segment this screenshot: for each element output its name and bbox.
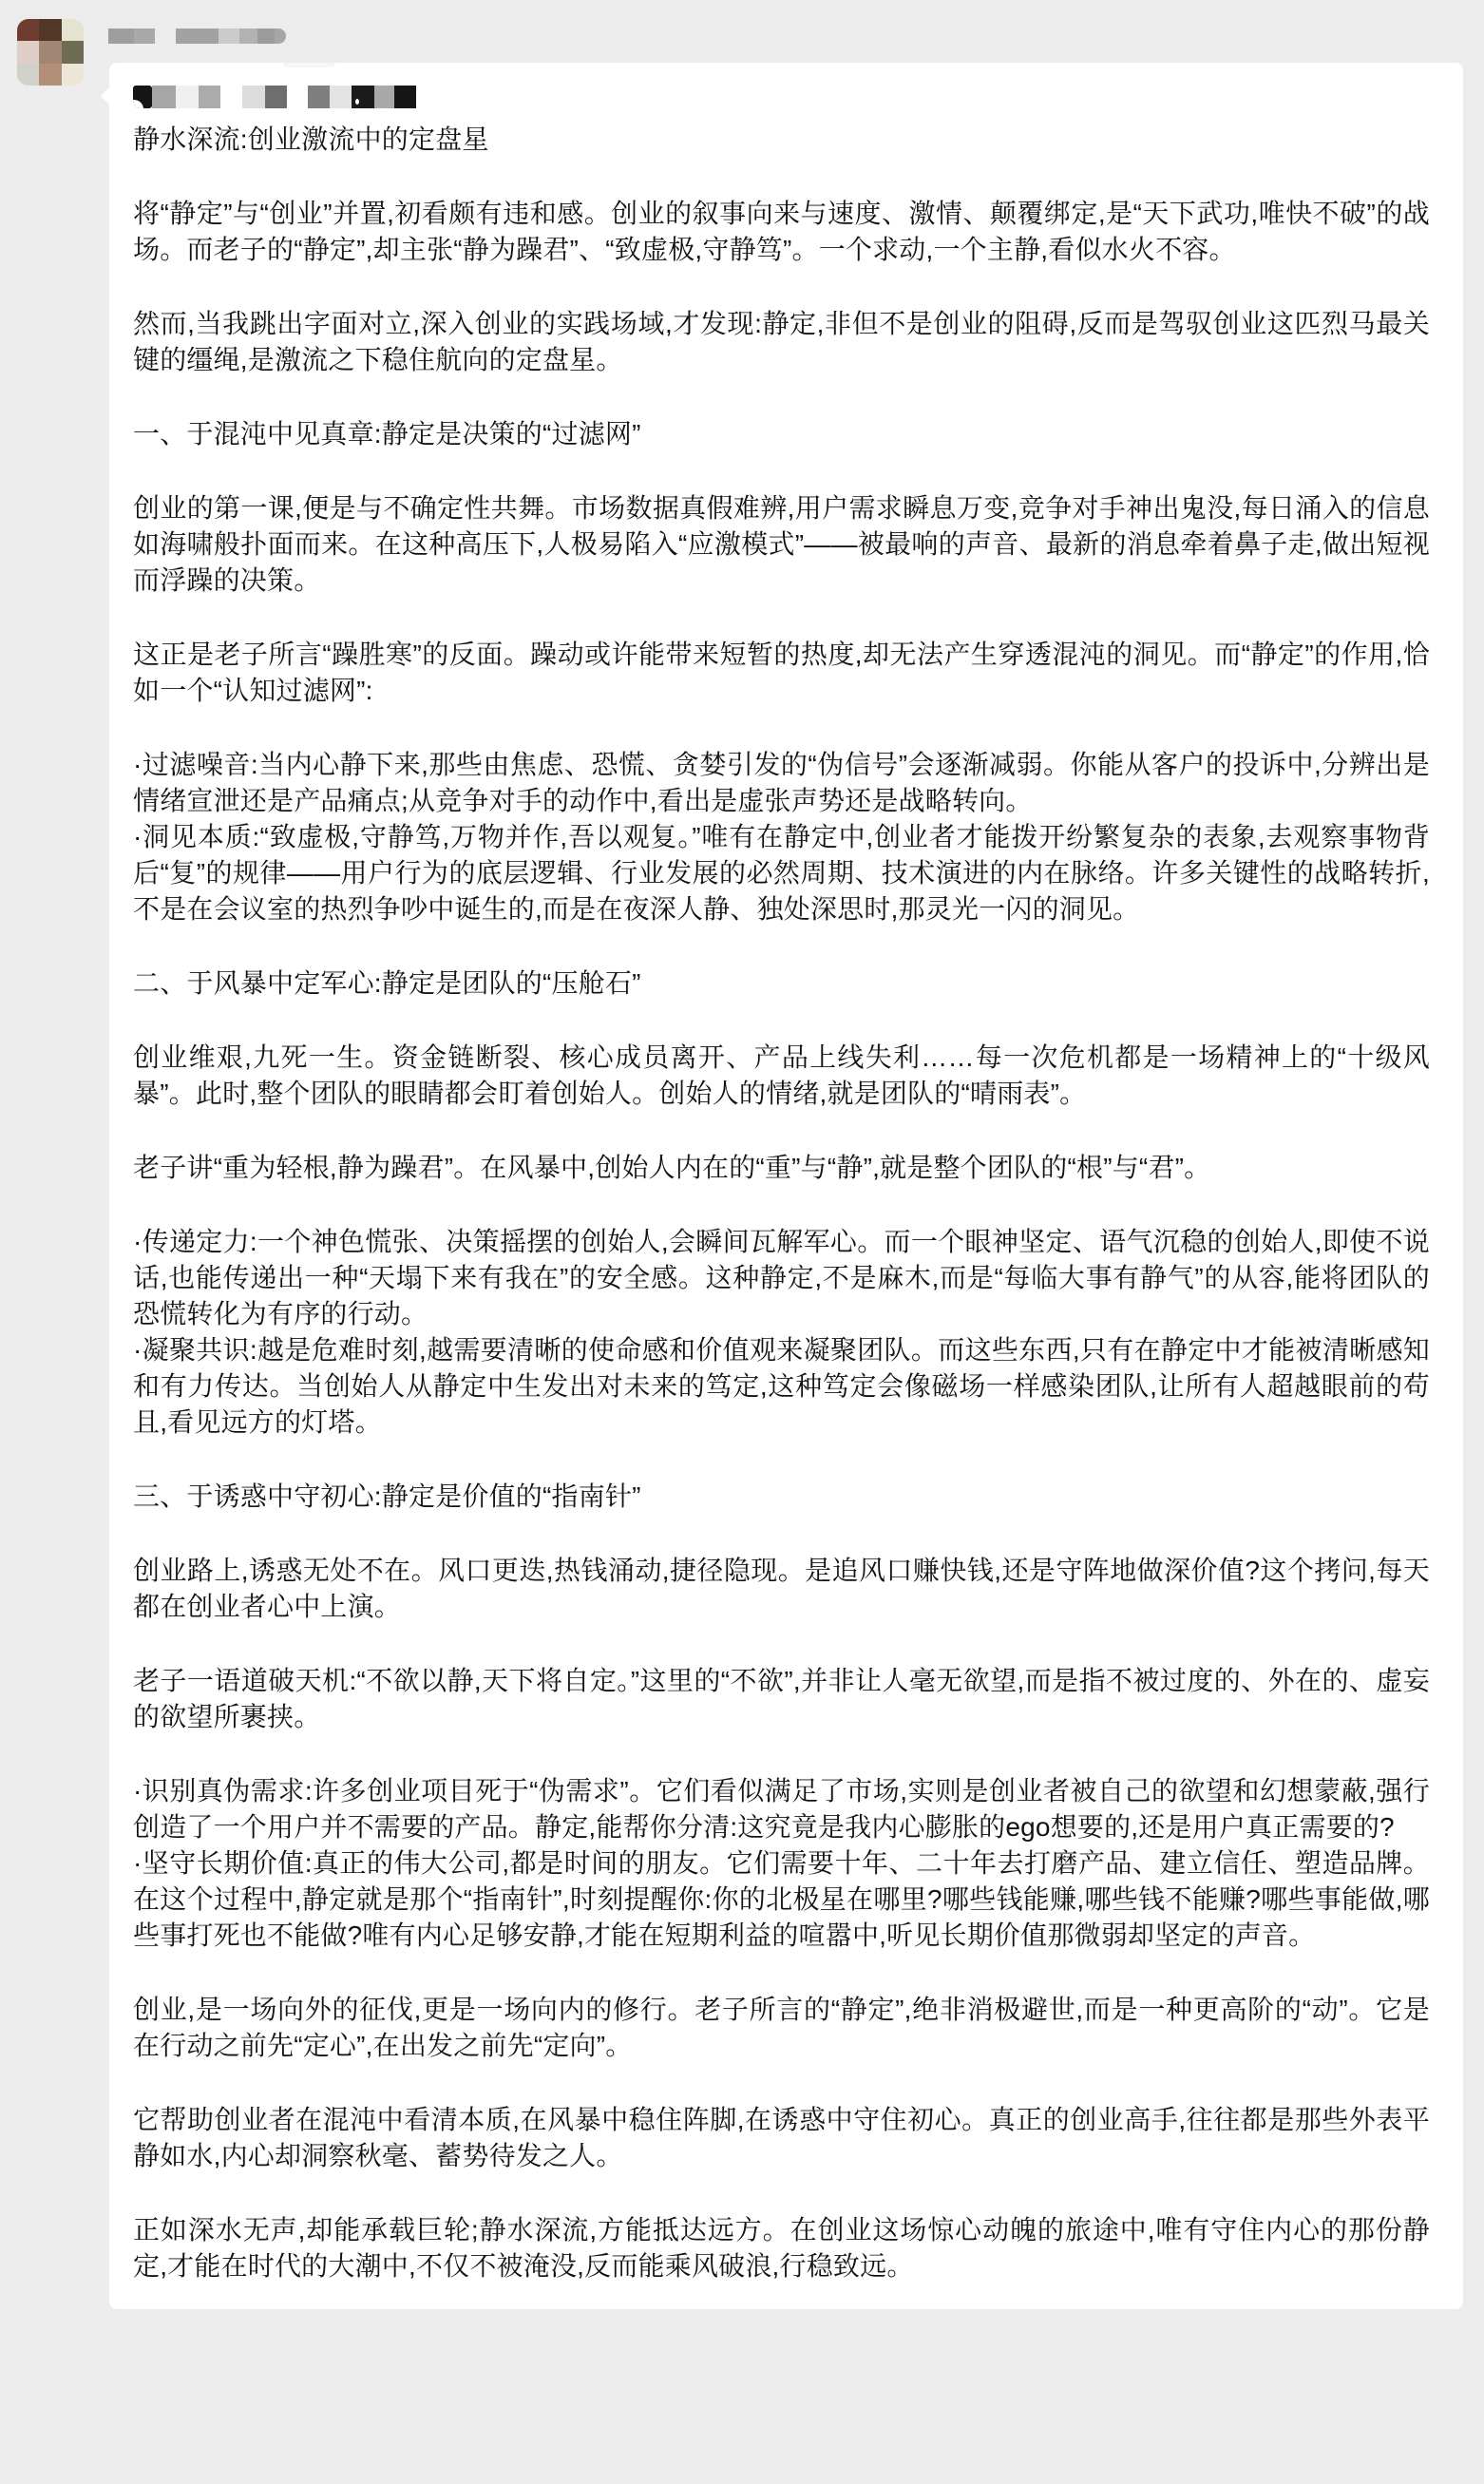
redaction-block: [242, 86, 265, 108]
paragraph: 创业维艰,九死一生。资金链断裂、核心成员离开、产品上线失利……每一次危机都是一场精神上的“十级风暴”。此时,整个团队的眼睛都会盯着创始人。创始人的情绪,就是团队的“晴雨表”。: [133, 1042, 1430, 1108]
avatar-pixel-cell: [62, 41, 84, 63]
redaction-block: [374, 86, 394, 108]
redaction-block: [199, 86, 220, 108]
paragraph: 创业路上,诱惑无处不在。风口更迭,热钱涌动,捷径隐现。是追风口赚快钱,还是守阵地做深价值?这个拷问,每天都在创业者心中上演。: [133, 1556, 1430, 1621]
avatar-pixel-cell: [17, 41, 39, 63]
avatar-pixel-cell: [39, 64, 61, 86]
section-heading: 二、于风暴中定军心:静定是团队的“压舱石”: [133, 968, 641, 998]
avatar-pixel-cell: [17, 64, 39, 86]
redaction-gap: [155, 29, 176, 44]
redaction-block: [265, 86, 287, 108]
paragraph: 然而,当我跳出字面对立,深入创业的实践场域,才发现:静定,非但不是创业的阻碍,反而是驾驭创业这匹烈马最关键的缰绳,是激流之下稳住航向的定盘星。: [133, 309, 1430, 374]
redaction-gap: [287, 86, 308, 108]
sender-name-redacted: [108, 29, 286, 44]
redaction-block: [308, 86, 330, 108]
redaction-block: [352, 86, 374, 108]
paragraph: 它帮助创业者在混沌中看清本质,在风暴中稳住阵脚,在诱惑中守住初心。真正的创业高手,往往都是那些外表平静如水,内心却洞察秋毫、蓄势待发之人。: [133, 2105, 1430, 2170]
avatar-pixel-cell: [62, 19, 84, 41]
bubble-tail: [101, 87, 109, 105]
bullet-item: ·识别真伪需求:许多创业项目死于“伪需求”。它们看似满足了市场,实则是创业者被自己的欲望和幻想蒙蔽,强行创造了一个用户并不需要的产品。静定,能帮你分清:这究竟是我内心膨胀的ego想要的,还是用户真正需要的?: [133, 1776, 1430, 1842]
redaction-block: [239, 29, 257, 44]
redaction-glyph: [133, 86, 152, 108]
message-text: [133, 122, 1430, 2284]
redaction-gap: [220, 86, 242, 108]
message-bubble[interactable]: [109, 63, 1463, 2309]
redaction-block: [152, 86, 176, 108]
bullet-item: ·传递定力:一个神色慌张、决策摇摆的创始人,会瞬间瓦解军心。而一个眼神坚定、语气沉稳的创始人,即使不说话,也能传递出一种“天塌下来有我在”的安全感。这种静定,不是麻木,而是“每临大事有静气”的从容,能将团队的恐慌转化为有序的行动。: [133, 1227, 1430, 1328]
paragraph: 创业的第一课,便是与不确定性共舞。市场数据真假难辨,用户需求瞬息万变,竞争对手神出鬼没,每日涌入的信息如海啸般扑面而来。在这种高压下,人极易陷入“应激模式”——被最响的声音、最新的消息牵着鼻子走,做出短视而浮躁的决策。: [133, 493, 1430, 595]
paragraph: 正如深水无声,却能承载巨轮;静水深流,方能抵达远方。在创业这场惊心动魄的旅途中,唯有守住内心的那份静定,才能在时代的大潮中,不仅不被淹没,反而能乘风破浪,行稳致远。: [133, 2215, 1430, 2281]
redaction-block: [394, 86, 416, 108]
avatar-pixel-cell: [39, 19, 61, 41]
paragraph: 老子讲“重为轻根,静为躁君”。在风暴中,创始人内在的“重”与“静”,就是整个团队的“根”与“君”。: [133, 1153, 1211, 1182]
redaction-block: [134, 29, 155, 44]
bullet-item: ·凝聚共识:越是危难时刻,越需要清晰的使命感和价值观来凝聚团队。而这些东西,只有在静定中才能被清晰感知和有力传达。当创始人从静定中生发出对未来的笃定,这种笃定会像磁场一样感染团队,让所有人超越眼前的苟且,看见远方的灯塔。: [133, 1335, 1430, 1437]
redaction-block: [275, 29, 286, 44]
section-heading: 三、于诱惑中守初心:静定是价值的“指南针”: [133, 1481, 641, 1511]
paragraph: 将“静定”与“创业”并置,初看颇有违和感。创业的叙事向来与速度、激情、颠覆绑定,是“天下武功,唯快不破”的战场。而老子的“静定”,却主张“静为躁君”、“致虚极,守静笃”。一个求动,一个主静,看似水火不容。: [133, 199, 1430, 264]
section-heading: 一、于混沌中见真章:静定是决策的“过滤网”: [133, 419, 641, 449]
bullet-item: ·洞见本质:“致虚极,守静笃,万物并作,吾以观复。”唯有在静定中,创业者才能拨开纷繁复杂的表象,去观察事物背后“复”的规律——用户行为的底层逻辑、行业发展的必然周期、技术演进的内在脉络。许多关键性的战略转折,不是在会议室的热烈争吵中诞生的,而是在夜深人静、独处深思时,那灵光一闪的洞见。: [133, 822, 1430, 924]
avatar[interactable]: [17, 19, 84, 86]
redacted-header-row: [133, 86, 1430, 108]
redaction-block: [176, 29, 219, 44]
avatar-pixel-cell: [17, 19, 39, 41]
bubble-top-notch: [283, 63, 335, 67]
paragraph: 这正是老子所言“躁胜寒”的反面。躁动或许能带来短暂的热度,却无法产生穿透混沌的洞见。而“静定”的作用,恰如一个“认知过滤网”:: [133, 640, 1430, 705]
paragraph: 创业,是一场向外的征伐,更是一场向内的修行。老子所言的“静定”,绝非消极避世,而是一种更高阶的“动”。它是在行动之前先“定心”,在出发之前先“定向”。: [133, 1995, 1430, 2060]
bullet-item: ·过滤噪音:当内心静下来,那些由焦虑、恐慌、贪婪引发的“伪信号”会逐渐减弱。你能从客户的投诉中,分辨出是情绪宣泄还是产品痛点;从竞争对手的动作中,看出是虚张声势还是战略转向。: [133, 750, 1430, 815]
redaction-block: [108, 29, 134, 44]
paragraph: 老子一语道破天机:“不欲以静,天下将自定。”这里的“不欲”,并非让人毫无欲望,而是指不被过度的、外在的、虚妄的欲望所裹挟。: [133, 1666, 1430, 1731]
avatar-pixel-cell: [62, 64, 84, 86]
redaction-block: [257, 29, 275, 44]
redaction-block: [219, 29, 239, 44]
bullet-item: ·坚守长期价值:真正的伟大公司,都是时间的朋友。它们需要十年、二十年去打磨产品、建立信任、塑造品牌。在这个过程中,静定就是那个“指南针”,时刻提醒你:你的北极星在哪里?哪些钱能赚,哪些钱不能赚?哪些事能做,哪些事打死也不能做?唯有内心足够安静,才能在短期利益的喧嚣中,听见长期价值那微弱却坚定的声音。: [133, 1848, 1430, 1950]
message-title: 静水深流:创业激流中的定盘星: [133, 124, 489, 154]
redaction-block: [176, 86, 199, 108]
redaction-block: [330, 86, 352, 108]
avatar-pixel-cell: [39, 41, 61, 63]
